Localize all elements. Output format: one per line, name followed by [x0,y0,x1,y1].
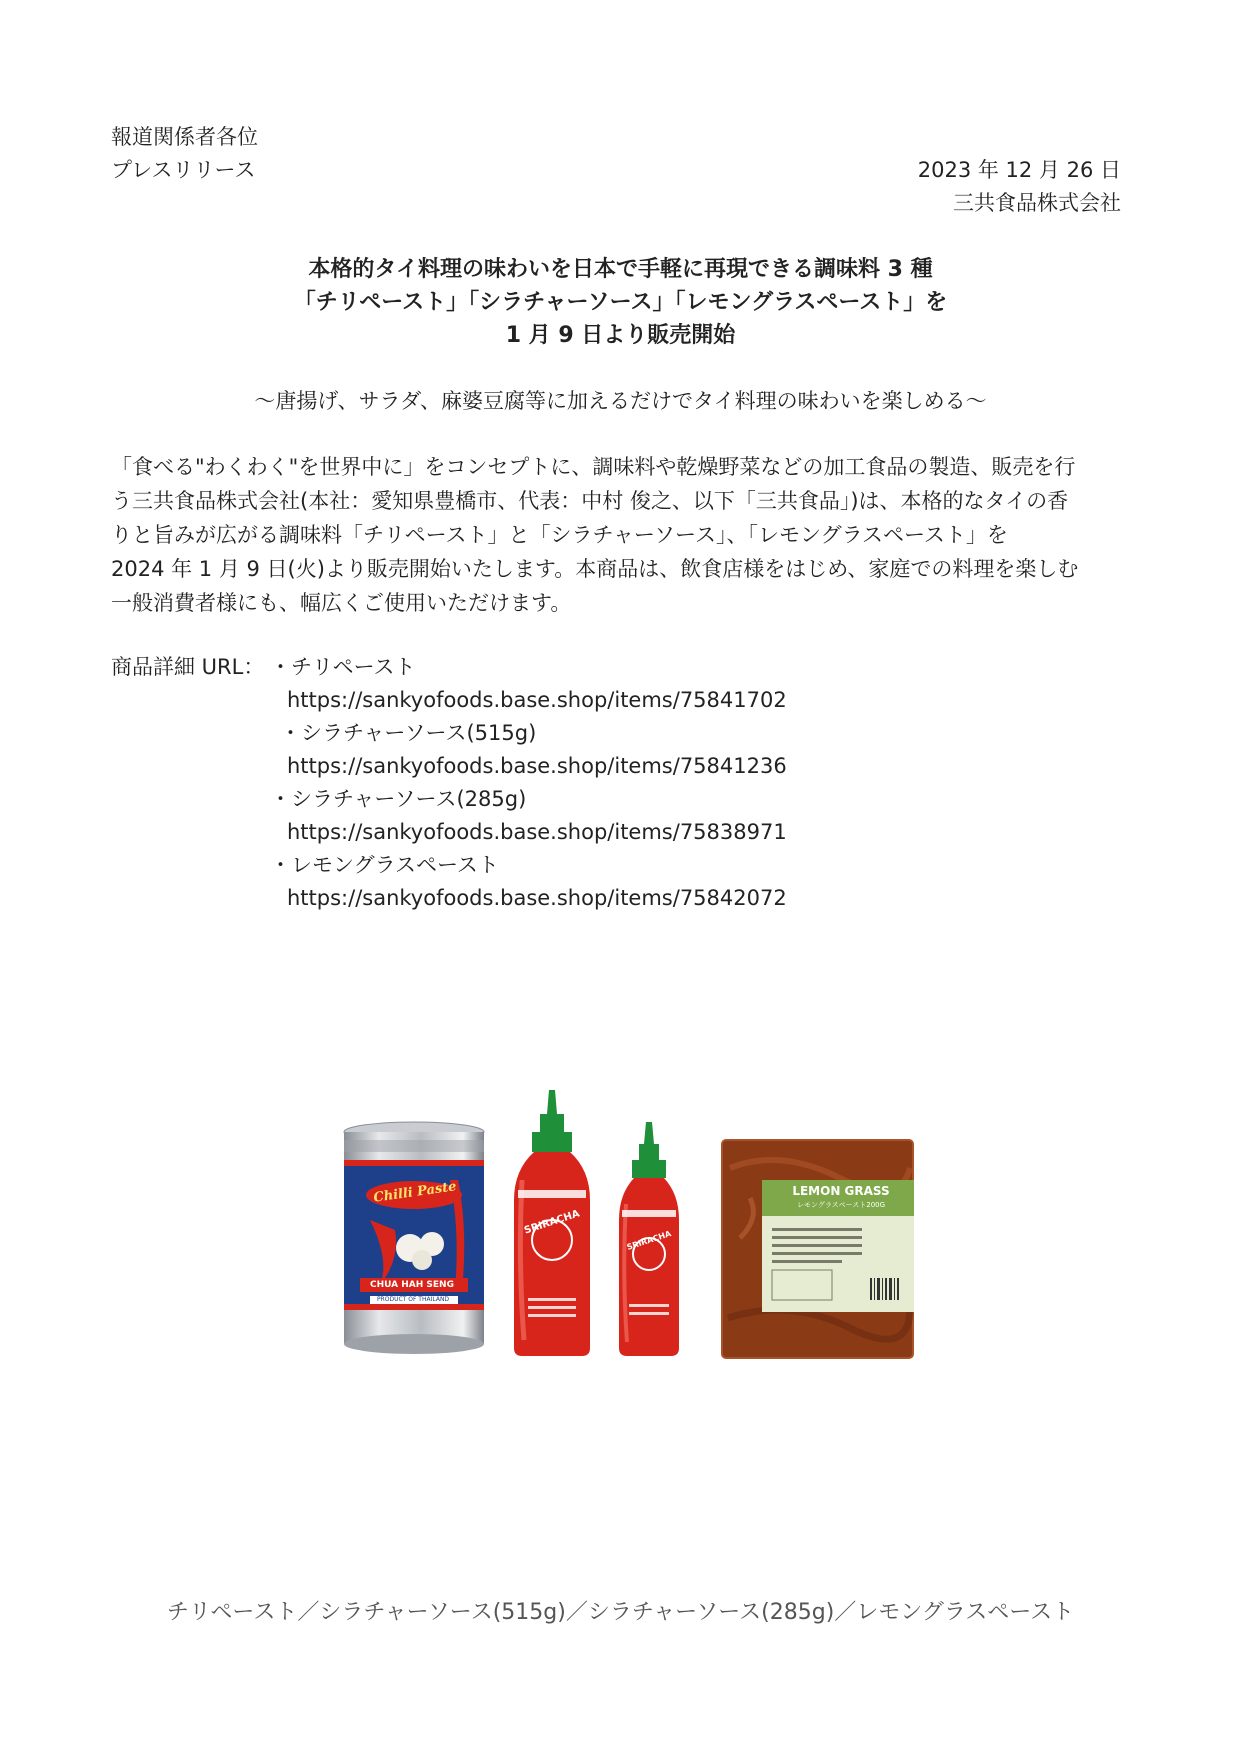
url-item-name: ・チリペースト [270,655,416,679]
can-brand: CHUA HAH SENG [370,1280,454,1290]
url-label: 商品詳細 URL： [111,655,265,679]
doc-type: プレスリリース [111,158,256,182]
title-line-2: 「チリペースト」「シラチャーソース」「レモングラスペースト」を [293,290,948,315]
lemongrass-pouch [720,1138,915,1360]
can-label: Chilli Paste [372,1179,458,1206]
title-line-1: 本格的タイ料理の味わいを日本で手軽に再現できる調味料 3 種 [308,257,933,282]
pouch-sublabel: レモングラスペースト200G [796,1201,886,1209]
body-line-1: 「食べる"わくわく"を世界中に」をコンセプトに、調味料や乾燥野菜などの加工食品の製造、販売を行 [111,455,1076,479]
press-title [0,253,1241,352]
body-line-3: りと旨みが広がる調味料「チリペースト」と「シラチャーソース」、「レモングラスペースト」を [111,523,1008,547]
body-line-5: 一般消費者様にも、幅広くご使用いただけます。 [111,591,572,615]
body-line-4: 2024 年 1 月 9 日(火)より販売開始いたします。本商品は、飲食店様をはじめ、家庭での料理を楽しむ [111,557,1079,581]
release-date: 2023 年 12 月 26 日 [917,158,1121,182]
bottle-small-label: SRIRACHA [625,1229,673,1252]
product-photo [335,1090,915,1370]
url-item-name: ・レモングラスペースト [270,853,499,877]
url-link[interactable]: https://sankyofoods.base.shop/items/75842072 [287,886,787,910]
url-link[interactable]: https://sankyofoods.base.shop/items/75841236 [287,754,787,778]
photo-caption: チリペースト／シラチャーソース(515g)／シラチャーソース(285g)／レモングラスペースト [166,1600,1075,1625]
body-paragraph [111,450,1131,620]
can-origin: PRODUCT OF THAILAND [376,1296,450,1303]
url-link[interactable]: https://sankyofoods.base.shop/items/75838971 [287,820,787,844]
url-item-name: ・シラチャーソース(515g) [280,721,537,745]
chili-paste-can [340,1120,488,1358]
url-link[interactable]: https://sankyofoods.base.shop/items/75841702 [287,688,787,712]
pouch-label: LEMON GRASS [792,1184,890,1198]
url-item-name: ・シラチャーソース(285g) [270,787,527,811]
body-line-2: う三共食品株式会社(本社：愛知県豊橋市、代表：中村 俊之、以下「三共食品」)は、本格的なタイの香 [111,489,1069,513]
bottle-large-label: SRIRACHA [522,1208,582,1237]
company-name: 三共食品株式会社 [953,191,1121,215]
title-line-3: 1 月 9 日より販売開始 [505,323,736,348]
recipients: 報道関係者各位 [111,125,258,149]
subtitle: ～唐揚げ、サラダ、麻婆豆腐等に加えるだけでタイ料理の味わいを楽しめる～ [254,389,987,413]
